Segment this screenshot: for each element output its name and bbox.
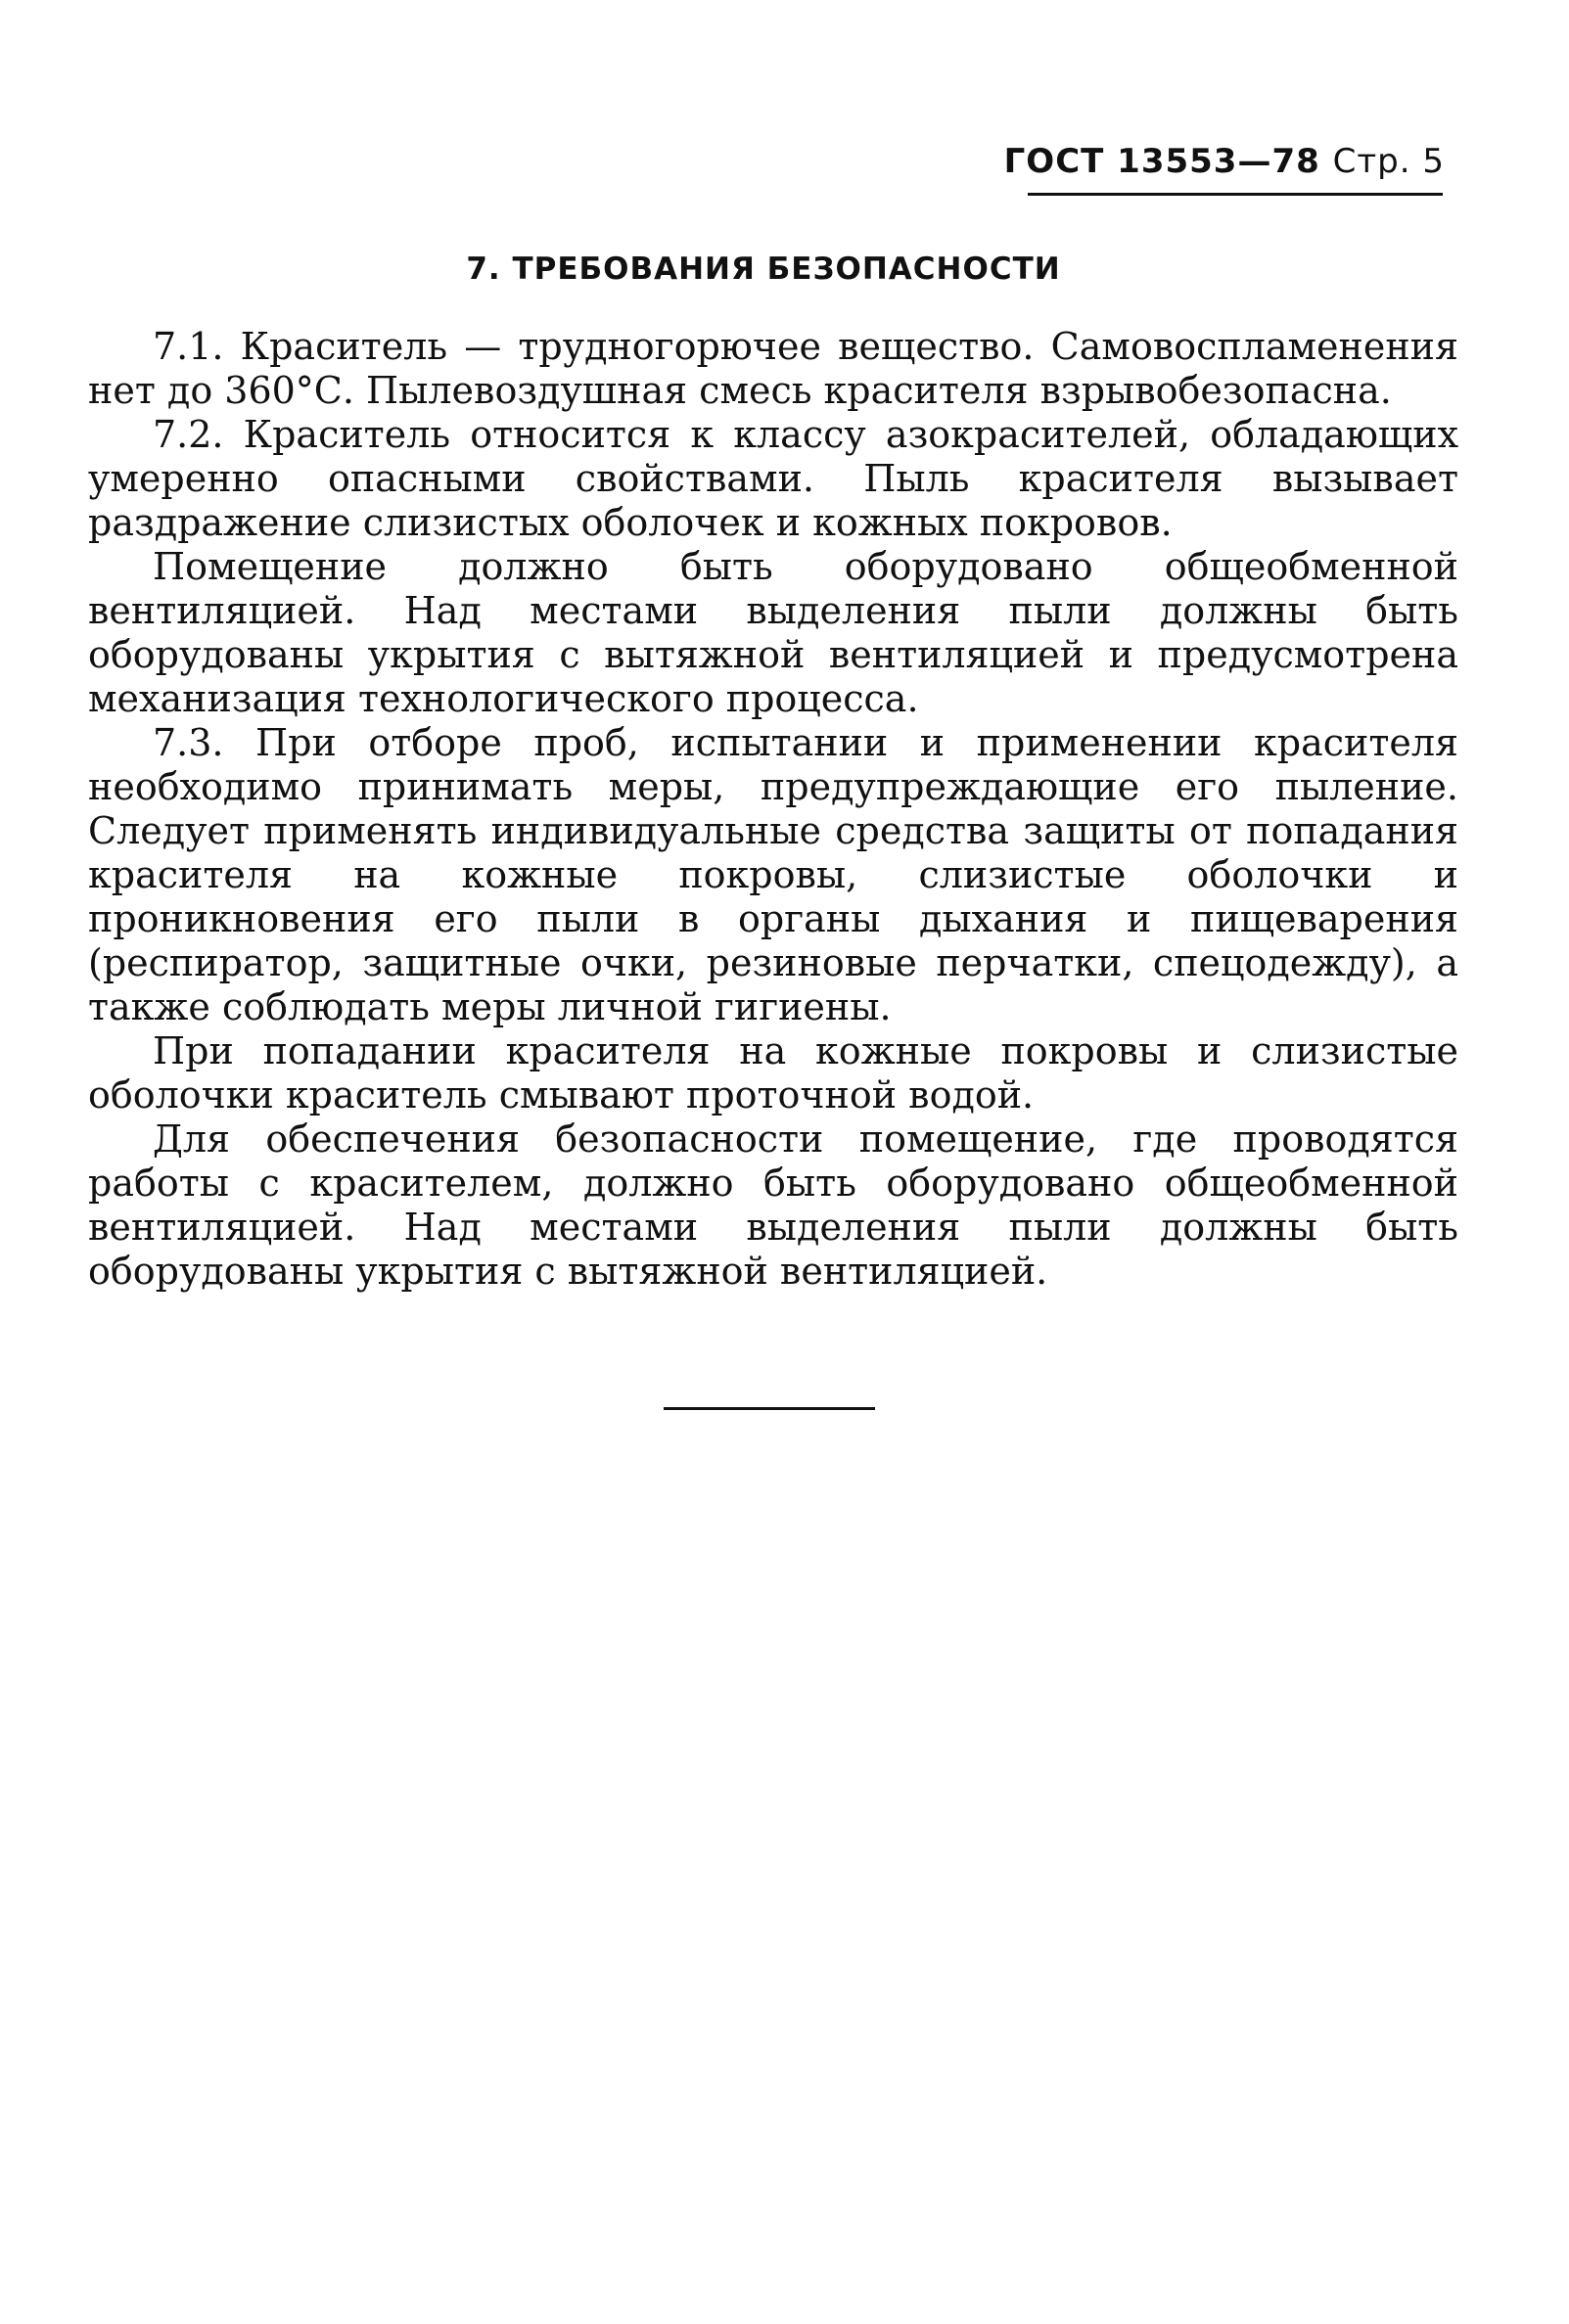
standard-reference: ГОСТ 13553—78: [1003, 142, 1320, 181]
paragraph-first-aid: При попадании красителя на кожные покровы и слизистые оболочки краситель смывают проточной водой.: [88, 1029, 1458, 1116]
end-of-section-rule: [664, 1407, 875, 1410]
section-body: [88, 325, 1458, 1294]
paragraph-7-1: 7.1. Краситель — трудногорючее вещество. Самовоспламенения нет до 360°С. Пылевоздушная смесь красителя взрывобезопасна.: [88, 325, 1458, 412]
running-header: [1003, 142, 1445, 181]
paragraph-room-safety: Для обеспечения безопасности помещение, где проводятся работы с красителем, должно быть оборудовано общеобменной вентиляцией. Над местами выделения пыли должны быть оборудованы укрытия с вытяжной вентиляцией.: [88, 1117, 1458, 1293]
section-title: 7. ТРЕБОВАНИЯ БЕЗОПАСНОСТИ: [466, 251, 1061, 287]
header-rule: [1028, 193, 1443, 196]
page-number: Стр. 5: [1332, 142, 1445, 181]
paragraph-ventilation: Помещение должно быть оборудовано общеобменной вентиляцией. Над местами выделения пыли должны быть оборудованы укрытия с вытяжной вентиляцией и предусмотрена механизация технологического процесса.: [88, 545, 1458, 720]
paragraph-7-2: 7.2. Краситель относится к классу азокрасителей, обладающих умеренно опасными свойствами. Пыль красителя вызывает раздражение слизистых оболочек и кожных покровов.: [88, 413, 1458, 544]
paragraph-7-3: 7.3. При отборе проб, испытании и применении красителя необходимо принимать меры, предупреждающие его пыление. Следует применять индивидуальные средства защиты от попадания красителя на кожные покровы, слизистые оболочки и проникновения его пыли в органы дыхания и пищеварения (респиратор, защитные очки, резиновые перчатки, спецодежду), а также соблюдать меры личной гигиены.: [88, 721, 1458, 1028]
